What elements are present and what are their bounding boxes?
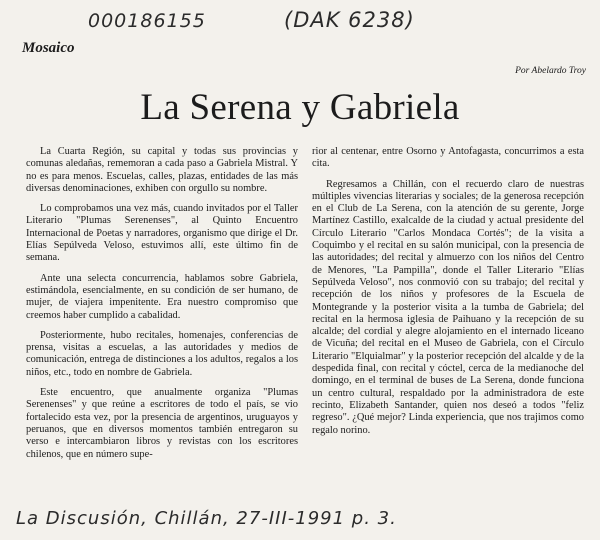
paragraph: Ante una selecta concurrencia, hablamos sobre Gabriela, estimándola, esencialmente, en su condición de ser humano, de mujer, de viajera impenitente. Era nuestro compromiso que creemos haber cumplido a cabalidad. (26, 272, 298, 321)
paragraph: La Cuarta Región, su capital y todas sus provincias y comunas aledañas, rememoran a cada paso a Gabriela Mistral. Y no es para menos. Escuelas, calles, plazas, entidades de las más diversas denominaciones, exhiben con orgullo su nombre. (26, 146, 298, 194)
paragraph: Este encuentro, que anualmente organiza "Plumas Serenenses" y que reúne a escritores de todo el país, se vio fortalecido esta vez, por la presencia de argentinos, uruguayos y peruanos, que en diversos momentos también entregaron su verso e intercambiaron libros y revistas con los escritores chilenos, que en número supe- (26, 387, 298, 460)
byline: Por Abelardo Troy (515, 66, 586, 76)
headline: La Serena y Gabriela (140, 87, 460, 128)
handwritten-catalog-number: 000186155 (88, 10, 206, 32)
section-label: Mosaico (22, 40, 75, 56)
paragraph-continuation: rior al centenar, entre Osorno y Antofagasta, concurrimos a esta cita. (312, 146, 584, 170)
paragraph: Regresamos a Chillán, con el recuerdo claro de nuestras múltiples vivencias literarias y sociales; de la generosa recepción en el Club de La Serena, con la atención de su gerente, Jorge Martínez Castillo, exalcalde de la ciudad y actual presidente del Círculo Literario "Carlos Mondaca Cortés"; de la visita a Coquimbo y el recital en su salón municipal, con la presencia de las autoridades; del recital y almuerzo con los niños del Centro de Menores, "La Pampilla", donde el Taller Literario "Elías Sepúlveda Veloso", nos conmovió con su trabajo; del recital y recepción de los niños y profesores de la Escuela de Montegrande y la posterior visita a la tumba de Gabriela; del recital en la hermosa iglesia de Paihuano y la recepción de su alcalde; del cordial y alegre alojamiento en el internado liceano de Vicuña; del recital en el Museo de Gabriela, con el Círculo Literario "Elquialmar" y la posterior recepción del alcalde y de la despedida final, con recital y cóctel, cerca de la medianoche del domingo, en el terminal de buses de La Serena, donde funciona un centro cultural, respaldado por la administradora de este recinto, Elizabeth Santander, quien nos deseó a todos "feliz regreso". ¿Qué mejor? Linda experiencia, que nos trajimos como regalo norino. (312, 178, 584, 436)
handwritten-source-note: La Discusión, Chillán, 27-III-1991 p. 3. (16, 508, 397, 529)
handwritten-reference-code: (DAK 6238) (284, 8, 415, 32)
paragraph: Lo comprobamos una vez más, cuando invitados por el Taller Literario "Plumas Serenenses", al Quinto Encuentro Internacional de Poetas y narradores, organismo que dirige el Dr. Elías Sepúlveda Veloso, estuvimos allí, este último fin de semana. (26, 203, 298, 264)
article-column-left (26, 146, 298, 469)
article-column-right (312, 146, 584, 445)
paragraph: Posteriormente, hubo recitales, homenajes, conferencias de prensa, visitas a escuelas, a las autoridades y medios de comunicación, entrega de distinciones a los adultos, regalos a los niños, etc., todo en nombre de Gabriela. (26, 329, 298, 378)
